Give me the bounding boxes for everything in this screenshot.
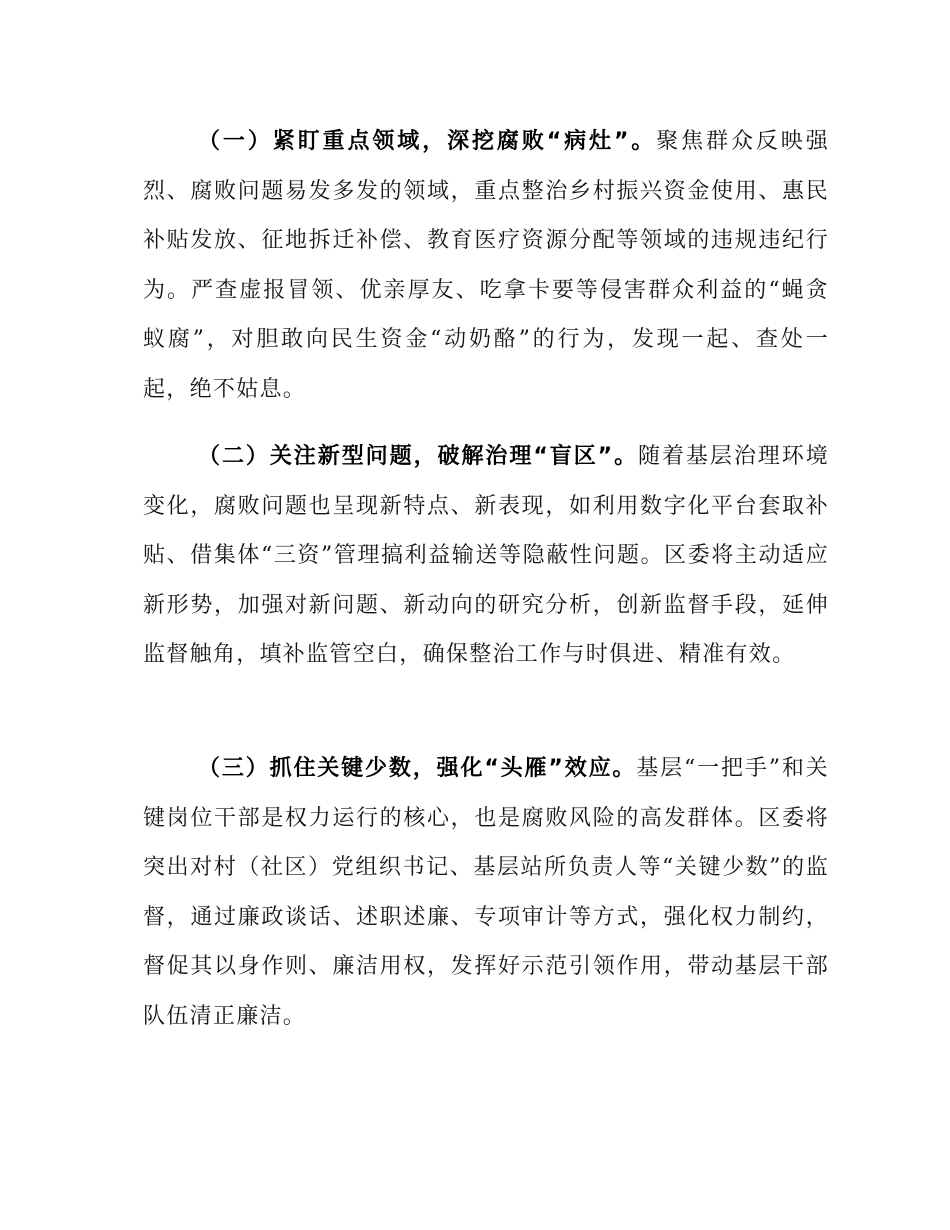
paragraph-3-heading: （三）抓住关键少数，强化“头雁”效应。 (198, 756, 637, 781)
paragraph-3 (143, 744, 829, 1041)
paragraph-1 (143, 117, 829, 414)
paragraph-1-body: 聚焦群众反映强烈、腐败问题易发多发的领域，重点整治乡村振兴资金使用、惠民补贴发放、征地拆迁补偿、教育医疗资源分配等领域的违规违纪行为。严查虚报冒领、优亲厚友、吃拿卡要等侵害群众利益的“蝇贪蚁腐”，对胆敢向民生资金“动奶酪”的行为，发现一起、查处一起，绝不姑息。 (143, 129, 829, 402)
paragraph-2 (143, 432, 829, 680)
paragraph-1-heading: （一）紧盯重点领域，深挖腐败“病灶”。 (198, 129, 657, 154)
paragraph-2-heading: （二）关注新型问题，破解治理“盲区”。 (198, 444, 639, 469)
paragraph-2-body: 随着基层治理环境变化，腐败问题也呈现新特点、新表现，如利用数字化平台套取补贴、借集体“三资”管理搞利益输送等隐蔽性问题。区委将主动适应新形势，加强对新问题、新动向的研究分析，创新监督手段，延伸监督触角，填补监管空白，确保整治工作与时俱进、精准有效。 (143, 444, 830, 667)
paragraph-3-body: 基层“一把手”和关键岗位干部是权力运行的核心，也是腐败风险的高发群体。区委将突出对村（社区）党组织书记、基层站所负责人等“关键少数”的监督，通过廉政谈话、述职述廉、专项审计等方式，强化权力制约，督促其以身作则、廉洁用权，发挥好示范引领作用，带动基层干部队伍清正廉洁。 (143, 756, 829, 1029)
